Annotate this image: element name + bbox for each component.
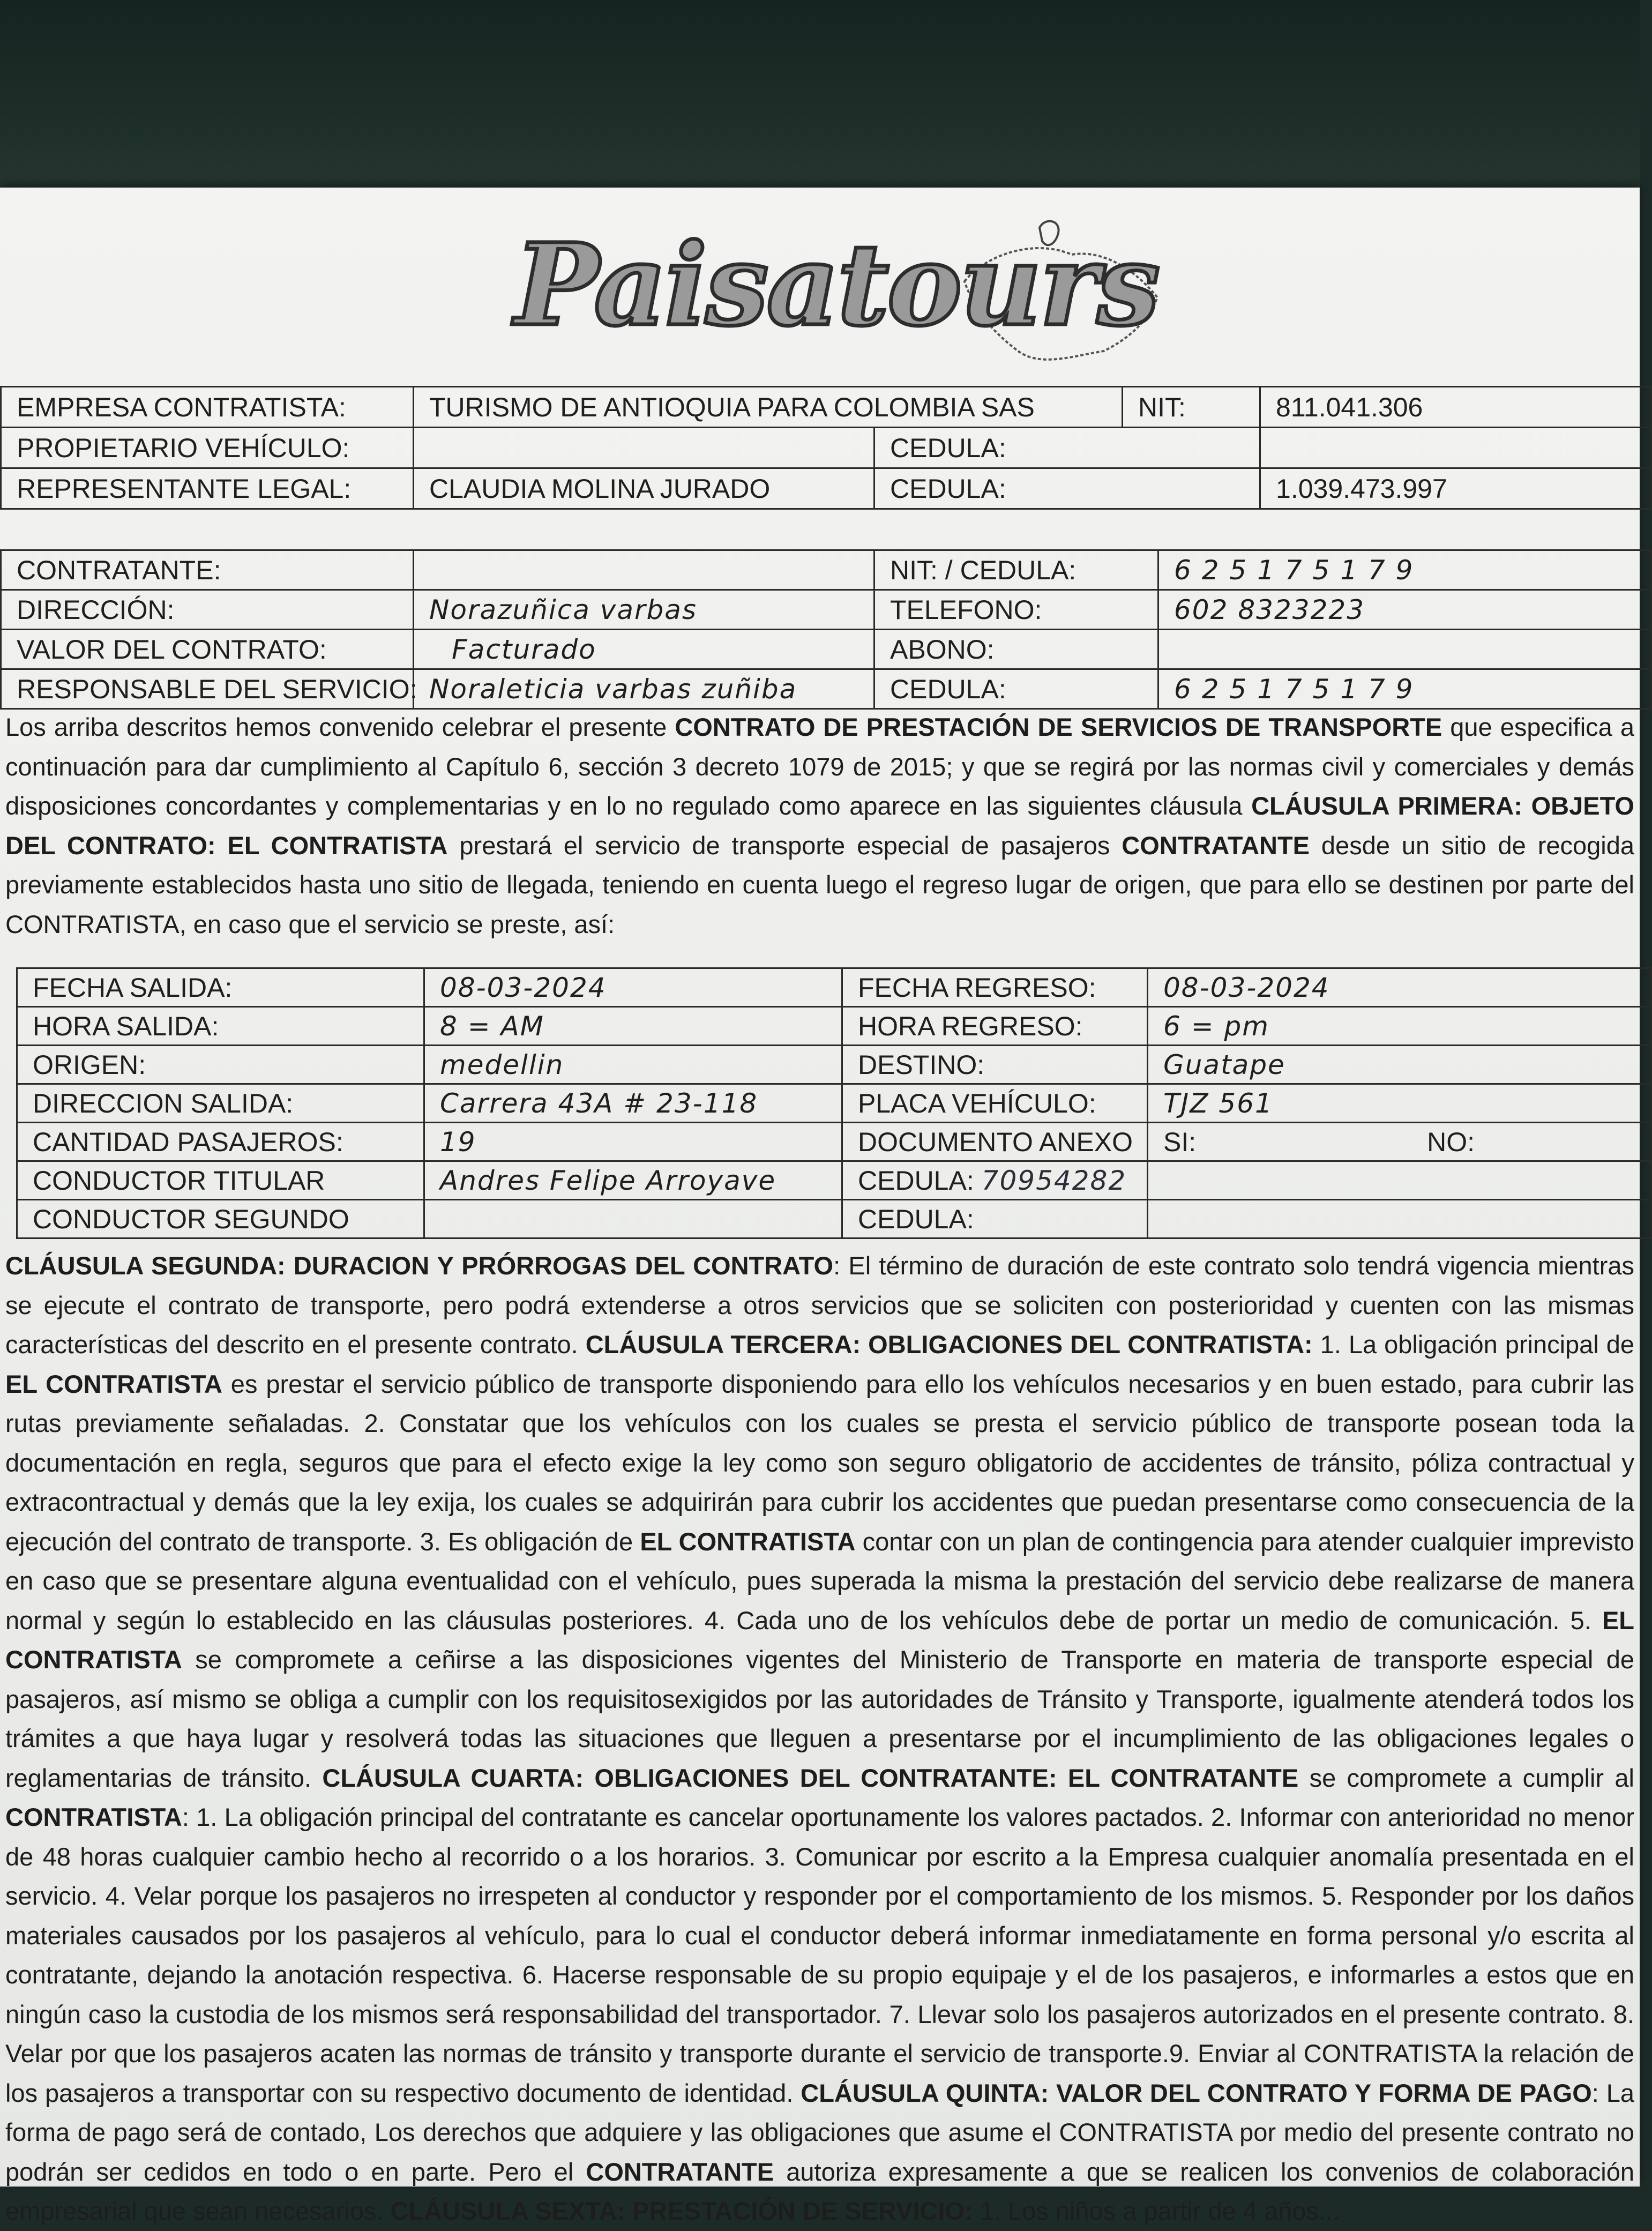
clausula-cuarta-title: CLÁUSULA CUARTA: OBLIGACIONES DEL CONTRATANTE: EL CONTRATANTE [322,1763,1299,1792]
conductor-titular-label: CONDUCTOR TITULAR [17,1161,424,1200]
valor-value: Facturado [414,630,874,669]
clausula-tercera-text-b: es prestar el servicio público de transporte disponiendo para ello los vehículos necesarios y en buen estado, para cubrir las rutas previamente señaladas. 2. Constatar que los vehículos con los cuales se presta el servicio público de transporte posean toda la documentación en regla, seguros que para el efecto exige la ley como son seguro obligatorio de accidentes de tránsito, póliza contractual y extracontractual y demás que la ley exija, los cuales se adquirirán para cubrir los accidentes que puedan presentarse como consecuencia de la ejecución del contrato de transporte. 3. Es obligación de [5,1369,1634,1556]
clausula-primera-text-2: desde un sitio de recogida previamente establecidos hasta uno sitio de llegada, teniendo en cuenta luego el regreso lugar de origen, que para ello se destinen por parte del CONTRATISTA, en caso que el servicio se preste, así: [5,831,1634,938]
responsable-value: Noraleticia varbas zuñiba [414,669,874,709]
propietario-cedula-value [1260,428,1651,468]
fecha-salida-value: 08-03-2024 [424,968,842,1007]
cantidad-value: 19 [424,1123,842,1161]
propietario-cedula-label: CEDULA: [874,428,1260,468]
contratante-value [414,550,874,590]
direccion-salida-value: Carrera 43A # 23-118 [424,1084,842,1123]
cantidad-label: CANTIDAD PASAJEROS: [17,1123,424,1161]
representante-value: CLAUDIA MOLINA JURADO [414,468,874,509]
logo-wordmark: Paisatours [514,219,1158,351]
hora-regreso-value: 6 = pm [1148,1007,1651,1046]
nit-label: NIT: [1123,387,1260,428]
clausula-tercera-contratista-2: EL CONTRATISTA [640,1527,856,1556]
origen-value: medellin [424,1046,842,1084]
clausula-primera-contratante: CONTRATANTE [1122,831,1310,860]
clausula-segunda-text: : El término de duración de este contrato solo tendrá vigencia mientras se ejecute el contrato de transporte, pero podrá extenderse a otros servicios que se soliciten con posterioridad y cuenten con las mismas características del descrito en el presente contrato. [5,1251,1634,1359]
clausula-primera-title: CLÁUSULA PRIMERA: OBJETO DEL CONTRATO: EL CONTRATISTA [5,792,1634,860]
documento-anexo-options [1148,1123,1651,1161]
direccion-value: Norazuñica varbas [414,590,874,630]
intro-paragraph [5,707,1634,944]
clausula-tercera-text-c: contar con un plan de contingencia para atender cualquier imprevisto en caso que se presentare alguna eventualidad con el vehículo, pues superada la misma la prestación del servicio debe realizarse de manera normal y según lo establecido en las cláusulas posteriores. 4. Cada uno de los vehículos debe de portar un medio de comunicación. 5. [5,1527,1635,1635]
hora-regreso-label: HORA REGRESO: [842,1007,1148,1046]
conductor-titular-value: Andres Felipe Arroyave [424,1161,842,1200]
clausula-tercera-text-a: 1. La obligación principal de [1312,1330,1634,1359]
company-table [0,386,1652,510]
clausula-cuarta-text-a: se compromete a cumplir al [1298,1763,1635,1792]
clausula-tercera-contratista-1: EL CONTRATISTA [5,1369,222,1398]
intro-contract-title: CONTRATO DE PRESTACIÓN DE SERVICIOS DE TRANSPORTE [675,713,1442,741]
intro-text-2: que especifica a continuación para dar cumplimiento al Capítulo 6, sección 3 decreto 1079 de 2015; y que se regirá por las normas civil y comerciales y demás disposiciones concordantes y complementarias y en lo no regulado como aparece en las siguientes cláusula [5,713,1635,820]
cedula-titular-label: CEDULA: [858,1165,974,1196]
clausula-quinta-text-b: autoriza expresamente a que se realicen los convenios de colaboración empresarial que sean necesarios. [5,2157,1635,2225]
cedula-titular-value: 70954282 [981,1165,1127,1196]
hora-salida-value: 8 = AM [424,1007,842,1046]
empresa-value: TURISMO DE ANTIOQUIA PARA COLOMBIA SAS [414,387,1123,428]
trip-table [16,967,1652,1239]
destino-value: Guatape [1148,1046,1651,1084]
valor-label: VALOR DEL CONTRATO: [1,630,414,669]
nit-cedula-label: NIT: / CEDULA: [874,550,1158,590]
propietario-value [414,428,874,468]
telefono-value: 602 8323223 [1158,590,1651,630]
clausula-quinta-contratante: CONTRATANTE [586,2157,774,2186]
responsable-cedula-value: 6 2 5 1 7 5 1 7 9 [1158,669,1651,709]
empresa-label: EMPRESA CONTRATISTA: [1,387,414,428]
placa-value: TJZ 561 [1148,1084,1651,1123]
documento-anexo-label: DOCUMENTO ANEXO [842,1123,1148,1161]
cedula-segundo-value [1148,1200,1651,1238]
si-label: SI: [1163,1126,1197,1157]
conductor-segundo-label: CONDUCTOR SEGUNDO [17,1200,424,1238]
origen-label: ORIGEN: [17,1046,424,1084]
clausula-primera-text-1: prestará el servicio de transporte especial de pasajeros [447,831,1122,860]
conductor-titular-blank [1148,1161,1651,1200]
responsable-label: RESPONSABLE DEL SERVICIO: [1,669,414,709]
representante-label: REPRESENTANTE LEGAL: [1,468,414,509]
fecha-salida-label: FECHA SALIDA: [17,968,424,1007]
clausula-cuarta-contratista: CONTRATISTA [5,1803,182,1831]
contratante-label: CONTRATANTE: [1,550,414,590]
paisatours-logo [504,217,1168,378]
nit-value: 811.041.306 [1260,387,1651,428]
clausula-quinta-title: CLÁUSULA QUINTA: VALOR DEL CONTRATO Y FORMA DE PAGO [801,2078,1592,2107]
clausula-sexta-title: CLÁUSULA SEXTA: PRESTACIÓN DE SERVICIO: [390,2197,973,2225]
fecha-regreso-value: 08-03-2024 [1148,968,1651,1007]
representante-cedula-label: CEDULA: [874,468,1260,509]
clausula-sexta-text: 1. Los niños a partir de 4 años... [973,2197,1340,2225]
clausula-tercera-contratista-3: EL CONTRATISTA [5,1606,1634,1674]
conductor-titular-cedula [842,1161,1148,1200]
clausula-quinta-text-a: : La forma de pago será de contado, Los derechos que adquiere y las obligaciones que asume el CONTRATISTA por medio del presente contrato no podrán ser cedidos en todo o en parte. Pero el [5,2078,1635,2186]
clausula-tercera-text-d: se compromete a ceñirse a las disposiciones vigentes del Ministerio de Transporte en materia de transporte especial de pasajeros, así mismo se obliga a cumplir con los requisitosexigidos por las autoridades de Tránsito y Transporte, igualmente atenderá todos los trámites a que haya lugar y resolverá todas las situaciones que lleguen a presentarse por el incumplimiento de las obligaciones legales o reglamentarias de tránsito. [5,1645,1634,1792]
representante-cedula-value: 1.039.473.997 [1260,468,1651,509]
placa-label: PLACA VEHÍCULO: [842,1084,1148,1123]
intro-text-1: Los arriba descritos hemos convenido celebrar el presente [5,713,675,741]
abono-label: ABONO: [874,630,1158,669]
cedula-segundo-label: CEDULA: [842,1200,1148,1238]
background-surface [0,0,1640,193]
no-label: NO: [1427,1126,1475,1157]
direccion-salida-label: DIRECCION SALIDA: [17,1084,424,1123]
responsable-cedula-label: CEDULA: [874,669,1158,709]
abono-value [1158,630,1651,669]
nit-cedula-value: 6 2 5 1 7 5 1 7 9 [1158,550,1651,590]
clauses-text [5,1246,1635,2225]
clausula-tercera-title: CLÁUSULA TERCERA: OBLIGACIONES DEL CONTRATISTA: [585,1330,1313,1359]
destino-label: DESTINO: [842,1046,1148,1084]
direccion-label: DIRECCIÓN: [1,590,414,630]
clausula-segunda-title: CLÁUSULA SEGUNDA: DURACION Y PRÓRROGAS DEL CONTRATO [5,1251,834,1280]
propietario-label: PROPIETARIO VEHÍCULO: [1,428,414,468]
conductor-segundo-value [424,1200,842,1238]
contratante-table [0,549,1652,710]
fecha-regreso-label: FECHA REGRESO: [842,968,1148,1007]
clausula-cuarta-text-b: : 1. La obligación principal del contratante es cancelar oportunamente los valores pactados. 2. Informar con anterioridad no menor de 48 horas cualquier cambio hecho al recorrido o a los horarios. 3. Comunicar por escrito a la Empresa cualquier anomalía presentada en el servicio. 4. Velar porque los pasajeros no irrespeten al conductor y responder por el comportamiento de los mismos. 5. Responder por los daños materiales causados por los pasajeros al vehículo, para lo cual el conductor deberá informar inmediatamente en forma personal y/o escrita al contratante, dejando la anotación respectiva. 6. Hacerse responsable de su propio equipaje y el de los pasajeros, e informarles a estos que en ningún caso la custodia de los mismos será responsabilidad del transportador. 7. Llevar solo los pasajeros autorizados en el presente contrato. 8. Velar por que los pasajeros acaten las normas de tránsito y transporte durante el servicio de transporte.9. Enviar al CONTRATISTA la relación de los pasajeros a transportar con su respectivo documento de identidad. [5,1803,1634,2107]
telefono-label: TELEFONO: [874,590,1158,630]
hora-salida-label: HORA SALIDA: [17,1007,424,1046]
